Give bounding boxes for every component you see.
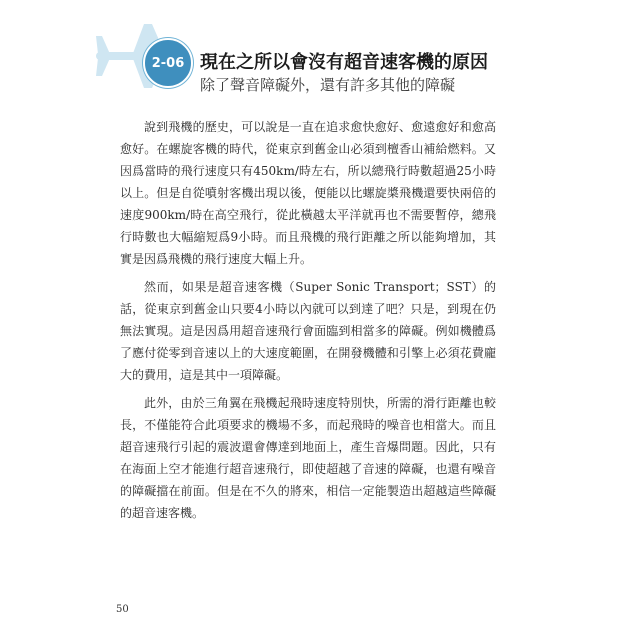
paragraph: 此外，由於三角翼在飛機起飛時速度特別快，所需的滑行距離也較長，不僅能符合此項要求的機場不多，而起飛時的噪音也相當大。而且超音速飛行引起的震波還會傳達到地面上，產生音爆問題。因此，只有在海面上空才能進行超音速飛行，即使超越了音速的障礙，也還有噪音的障礙擋在前面。但是在不久的將來，相信一定能製造出超越這些障礙的超音速客機。 bbox=[120, 396, 496, 520]
section-badge: 2-06 bbox=[143, 38, 193, 88]
page-number: 50 bbox=[116, 604, 129, 615]
paragraph: 然而，如果是超音速客機（Super Sonic Transport；SST）的話，從東京到舊金山只要4小時以內就可以到達了吧？只是，到現在仍無法實現。這是因爲用超音速飛行會面臨到相當多的障礙。例如機體爲了應付從零到音速以上的大速度範圍，在開發機體和引擎上必須花費龐大的費用，這是其中一項障礙。 bbox=[120, 280, 496, 382]
page-subtitle: 除了聲音障礙外，還有許多其他的障礙 bbox=[200, 76, 456, 94]
body-text bbox=[120, 116, 496, 530]
paragraph: 說到飛機的歷史，可以說是一直在追求愈快愈好、愈遠愈好和愈高愈好。在螺旋客機的時代，從東京到舊金山必須到檀香山補給燃料。又因爲當時的飛行速度只有450km/時左右，所以總飛行時數超過25小時以上。但是自從噴射客機出現以後，便能以比螺旋槳飛機還要快兩倍的速度900km/時在高空飛行，從此橫越太平洋就再也不需要暫停，總飛行時數也大幅縮短爲9小時。而且飛機的飛行距離之所以能夠增加，其實是因爲飛機的飛行速度大幅上升。 bbox=[120, 120, 496, 266]
page-title: 現在之所以會沒有超音速客機的原因 bbox=[200, 52, 488, 73]
